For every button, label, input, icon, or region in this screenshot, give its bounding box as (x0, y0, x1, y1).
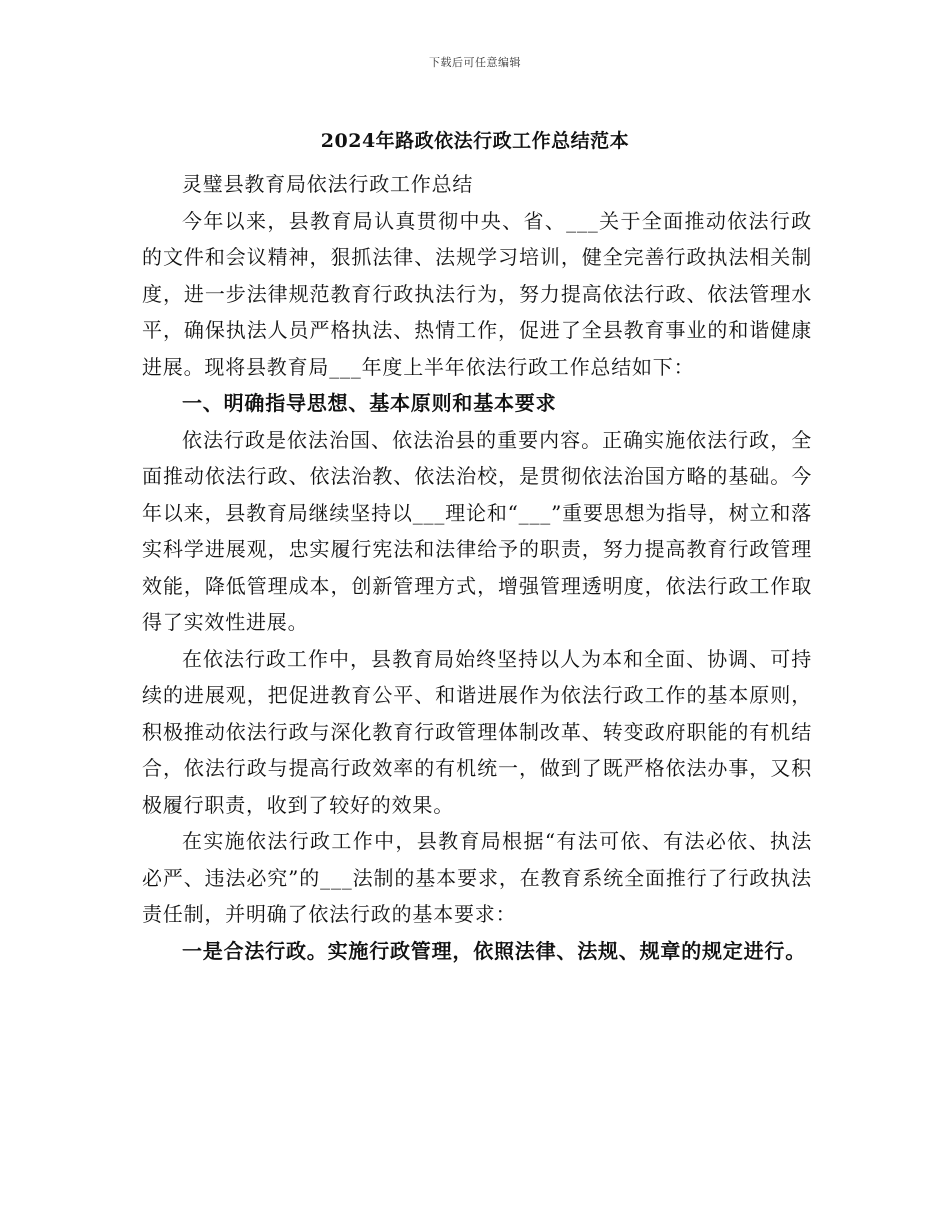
document-title: 2024年路政依法行政工作总结范本 (320, 130, 630, 152)
body-paragraph: 在实施依法行政工作中，县教育局根据“有法可依、有法必依、执法必严、违法必究”的___法制的基本要求，在教育系统全面推行了行政执法责任制，并明确了依法行政的基本要求： (142, 829, 812, 926)
body-paragraph: 今年以来，县教育局认真贯彻中央、省、___关于全面推动依法行政的文件和会议精神，狠抓法律、法规学习培训，健全完善行政执法相关制度，进一步法律规范教育行政执法行为，努力提高依法行政、依法管理水平，确保执法人员严格执法、热情工作，促进了全县教育事业的和谐健康进展。现将县教育局___年度上半年依法行政工作总结如下： (142, 208, 812, 379)
body-paragraph: 在依法行政工作中，县教育局始终坚持以人为本和全面、协调、可持续的进展观，把促进教育公平、和谐进展作为依法行政工作的基本原则，积极推动依法行政与深化教育行政管理体制改革、转变政府职能的有机结合，依法行政与提高行政效率的有机统一，做到了既严格依法办事，又积极履行职责，收到了较好的效果。 (142, 646, 812, 817)
header-note: 下载后可任意编辑 (429, 56, 521, 69)
subtitle-paragraph: 灵璧县教育局依法行政工作总结 (182, 172, 474, 196)
document-body (142, 166, 812, 969)
section-heading: 一、明确指导思想、基本原则和基本要求 (182, 391, 557, 415)
bold-paragraph: 一是合法行政。实施行政管理，依照法律、法规、规章的规定进行。 (182, 938, 806, 963)
body-paragraph: 依法行政是依法治国、依法治县的重要内容。正确实施依法行政，全面推动依法行政、依法治教、依法治校，是贯彻依法治国方略的基础。今年以来，县教育局继续坚持以___理论和“___”重要思想为指导，树立和落实科学进展观，忠实履行宪法和法律给予的职责，努力提高教育行政管理效能，降低管理成本，创新管理方式，增强管理透明度，依法行政工作取得了实效性进展。 (142, 427, 812, 634)
